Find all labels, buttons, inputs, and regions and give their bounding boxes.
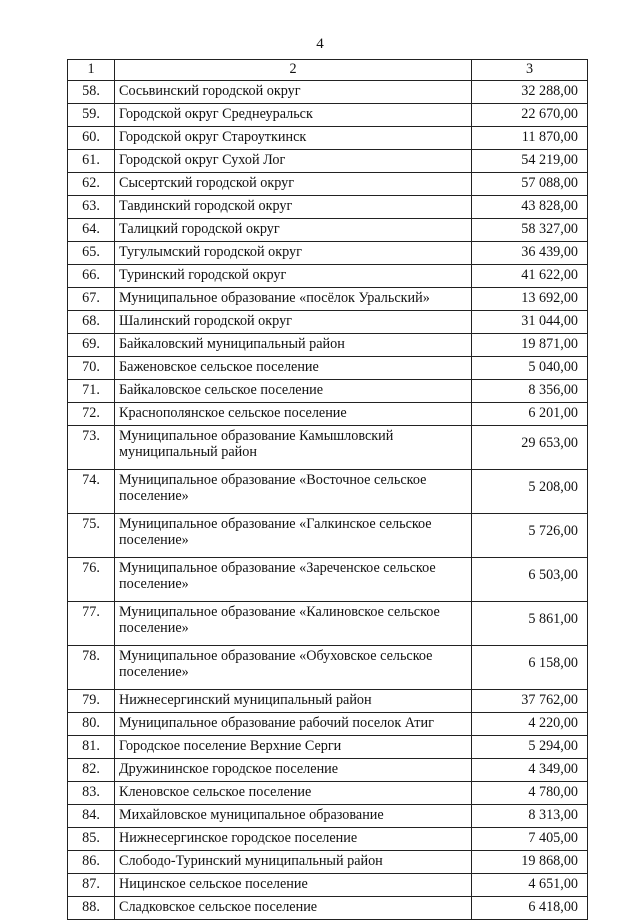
- row-number: 75.: [68, 514, 115, 558]
- amount-value: 58 327,00: [472, 219, 588, 242]
- municipality-name: Талицкий городской округ: [115, 219, 472, 242]
- table-row: [68, 805, 588, 828]
- municipality-name: Шалинский городской округ: [115, 311, 472, 334]
- municipality-name: Муниципальное образование Камышловский муниципальный район: [115, 426, 472, 470]
- table-row: [68, 759, 588, 782]
- municipality-name: Дружининское городское поселение: [115, 759, 472, 782]
- municipality-name: Муниципальное образование «Зареченское сельское поселение»: [115, 558, 472, 602]
- column-header-number: 1: [68, 60, 115, 81]
- row-number: 60.: [68, 127, 115, 150]
- municipality-name: Сосьвинский городской округ: [115, 81, 472, 104]
- amount-value: 5 726,00: [472, 514, 588, 558]
- amount-value: 8 356,00: [472, 380, 588, 403]
- municipality-name: Слободо-Туринский муниципальный район: [115, 851, 472, 874]
- municipality-name: Тугулымский городской округ: [115, 242, 472, 265]
- amount-value: 57 088,00: [472, 173, 588, 196]
- table-row: [68, 311, 588, 334]
- municipality-name: Михайловское муниципальное образование: [115, 805, 472, 828]
- municipality-name: Краснополянское сельское поселение: [115, 403, 472, 426]
- table-row: [68, 403, 588, 426]
- table-row: [68, 380, 588, 403]
- municipality-name: Сысертский городской округ: [115, 173, 472, 196]
- row-number: 80.: [68, 713, 115, 736]
- row-number: 62.: [68, 173, 115, 196]
- table-row: [68, 470, 588, 514]
- table-row: [68, 81, 588, 104]
- municipality-name: Нижнесергинское городское поселение: [115, 828, 472, 851]
- amount-value: 41 622,00: [472, 265, 588, 288]
- municipality-name: Городской округ Среднеуральск: [115, 104, 472, 127]
- row-number: 77.: [68, 602, 115, 646]
- table-row: [68, 173, 588, 196]
- municipality-name: Баженовское сельское поселение: [115, 357, 472, 380]
- amount-value: 22 670,00: [472, 104, 588, 127]
- table-row: [68, 288, 588, 311]
- municipality-name: Городской округ Сухой Лог: [115, 150, 472, 173]
- amount-value: 13 692,00: [472, 288, 588, 311]
- row-number: 68.: [68, 311, 115, 334]
- amount-value: 4 220,00: [472, 713, 588, 736]
- table-row: [68, 782, 588, 805]
- amount-value: 5 208,00: [472, 470, 588, 514]
- table-row: [68, 514, 588, 558]
- table-row: [68, 558, 588, 602]
- amount-value: 5 294,00: [472, 736, 588, 759]
- table-row: [68, 713, 588, 736]
- municipality-name: Туринский городской округ: [115, 265, 472, 288]
- table-row: [68, 265, 588, 288]
- municipality-name: Тавдинский городской округ: [115, 196, 472, 219]
- amount-value: 19 868,00: [472, 851, 588, 874]
- row-number: 70.: [68, 357, 115, 380]
- row-number: 59.: [68, 104, 115, 127]
- row-number: 79.: [68, 690, 115, 713]
- amount-value: 4 651,00: [472, 874, 588, 897]
- amount-value: 6 158,00: [472, 646, 588, 690]
- row-number: 61.: [68, 150, 115, 173]
- row-number: 88.: [68, 897, 115, 920]
- table-row: [68, 602, 588, 646]
- column-header-amount: 3: [472, 60, 588, 81]
- row-number: 74.: [68, 470, 115, 514]
- amount-value: 37 762,00: [472, 690, 588, 713]
- table-row: [68, 851, 588, 874]
- table-row: [68, 104, 588, 127]
- table-row: [68, 242, 588, 265]
- row-number: 86.: [68, 851, 115, 874]
- row-number: 66.: [68, 265, 115, 288]
- municipality-name: Муниципальное образование «Восточное сельское поселение»: [115, 470, 472, 514]
- municipality-name: Ницинское сельское поселение: [115, 874, 472, 897]
- table-row: [68, 736, 588, 759]
- row-number: 64.: [68, 219, 115, 242]
- row-number: 84.: [68, 805, 115, 828]
- row-number: 69.: [68, 334, 115, 357]
- table-row: [68, 646, 588, 690]
- amount-value: 4 349,00: [472, 759, 588, 782]
- row-number: 58.: [68, 81, 115, 104]
- amount-value: 11 870,00: [472, 127, 588, 150]
- table-row: [68, 874, 588, 897]
- amount-value: 31 044,00: [472, 311, 588, 334]
- amount-value: 19 871,00: [472, 334, 588, 357]
- row-number: 87.: [68, 874, 115, 897]
- amount-value: 5 040,00: [472, 357, 588, 380]
- municipality-name: Сладковское сельское поселение: [115, 897, 472, 920]
- amount-value: 6 503,00: [472, 558, 588, 602]
- table-row: [68, 426, 588, 470]
- municipality-name: Кленовское сельское поселение: [115, 782, 472, 805]
- row-number: 76.: [68, 558, 115, 602]
- table-row: [68, 196, 588, 219]
- amount-value: 5 861,00: [472, 602, 588, 646]
- amount-value: 6 418,00: [472, 897, 588, 920]
- row-number: 82.: [68, 759, 115, 782]
- table-row: [68, 150, 588, 173]
- row-number: 63.: [68, 196, 115, 219]
- amount-value: 4 780,00: [472, 782, 588, 805]
- page-number: 4: [316, 36, 324, 52]
- amount-value: 36 439,00: [472, 242, 588, 265]
- row-number: 71.: [68, 380, 115, 403]
- row-number: 78.: [68, 646, 115, 690]
- municipality-name: Байкаловский муниципальный район: [115, 334, 472, 357]
- municipality-name: Муниципальное образование «посёлок Уральский»: [115, 288, 472, 311]
- amount-value: 6 201,00: [472, 403, 588, 426]
- table-row: [68, 219, 588, 242]
- row-number: 73.: [68, 426, 115, 470]
- amount-value: 7 405,00: [472, 828, 588, 851]
- municipality-name: Муниципальное образование «Калиновское сельское поселение»: [115, 602, 472, 646]
- amount-value: 54 219,00: [472, 150, 588, 173]
- row-number: 83.: [68, 782, 115, 805]
- municipality-name: Нижнесергинский муниципальный район: [115, 690, 472, 713]
- table-row: [68, 897, 588, 920]
- column-header-name: 2: [115, 60, 472, 81]
- row-number: 85.: [68, 828, 115, 851]
- amount-value: 8 313,00: [472, 805, 588, 828]
- table-row: [68, 127, 588, 150]
- table-row: [68, 334, 588, 357]
- row-number: 65.: [68, 242, 115, 265]
- amount-value: 29 653,00: [472, 426, 588, 470]
- table-header-row: [68, 60, 588, 81]
- municipality-name: Городской округ Староуткинск: [115, 127, 472, 150]
- allocation-table: [67, 59, 588, 920]
- municipality-name: Городское поселение Верхние Серги: [115, 736, 472, 759]
- amount-value: 43 828,00: [472, 196, 588, 219]
- municipality-name: Муниципальное образование рабочий поселок Атиг: [115, 713, 472, 736]
- table-row: [68, 690, 588, 713]
- row-number: 81.: [68, 736, 115, 759]
- amount-value: 32 288,00: [472, 81, 588, 104]
- municipality-name: Байкаловское сельское поселение: [115, 380, 472, 403]
- table-row: [68, 357, 588, 380]
- municipality-name: Муниципальное образование «Галкинское сельское поселение»: [115, 514, 472, 558]
- table-row: [68, 828, 588, 851]
- row-number: 67.: [68, 288, 115, 311]
- municipality-name: Муниципальное образование «Обуховское сельское поселение»: [115, 646, 472, 690]
- row-number: 72.: [68, 403, 115, 426]
